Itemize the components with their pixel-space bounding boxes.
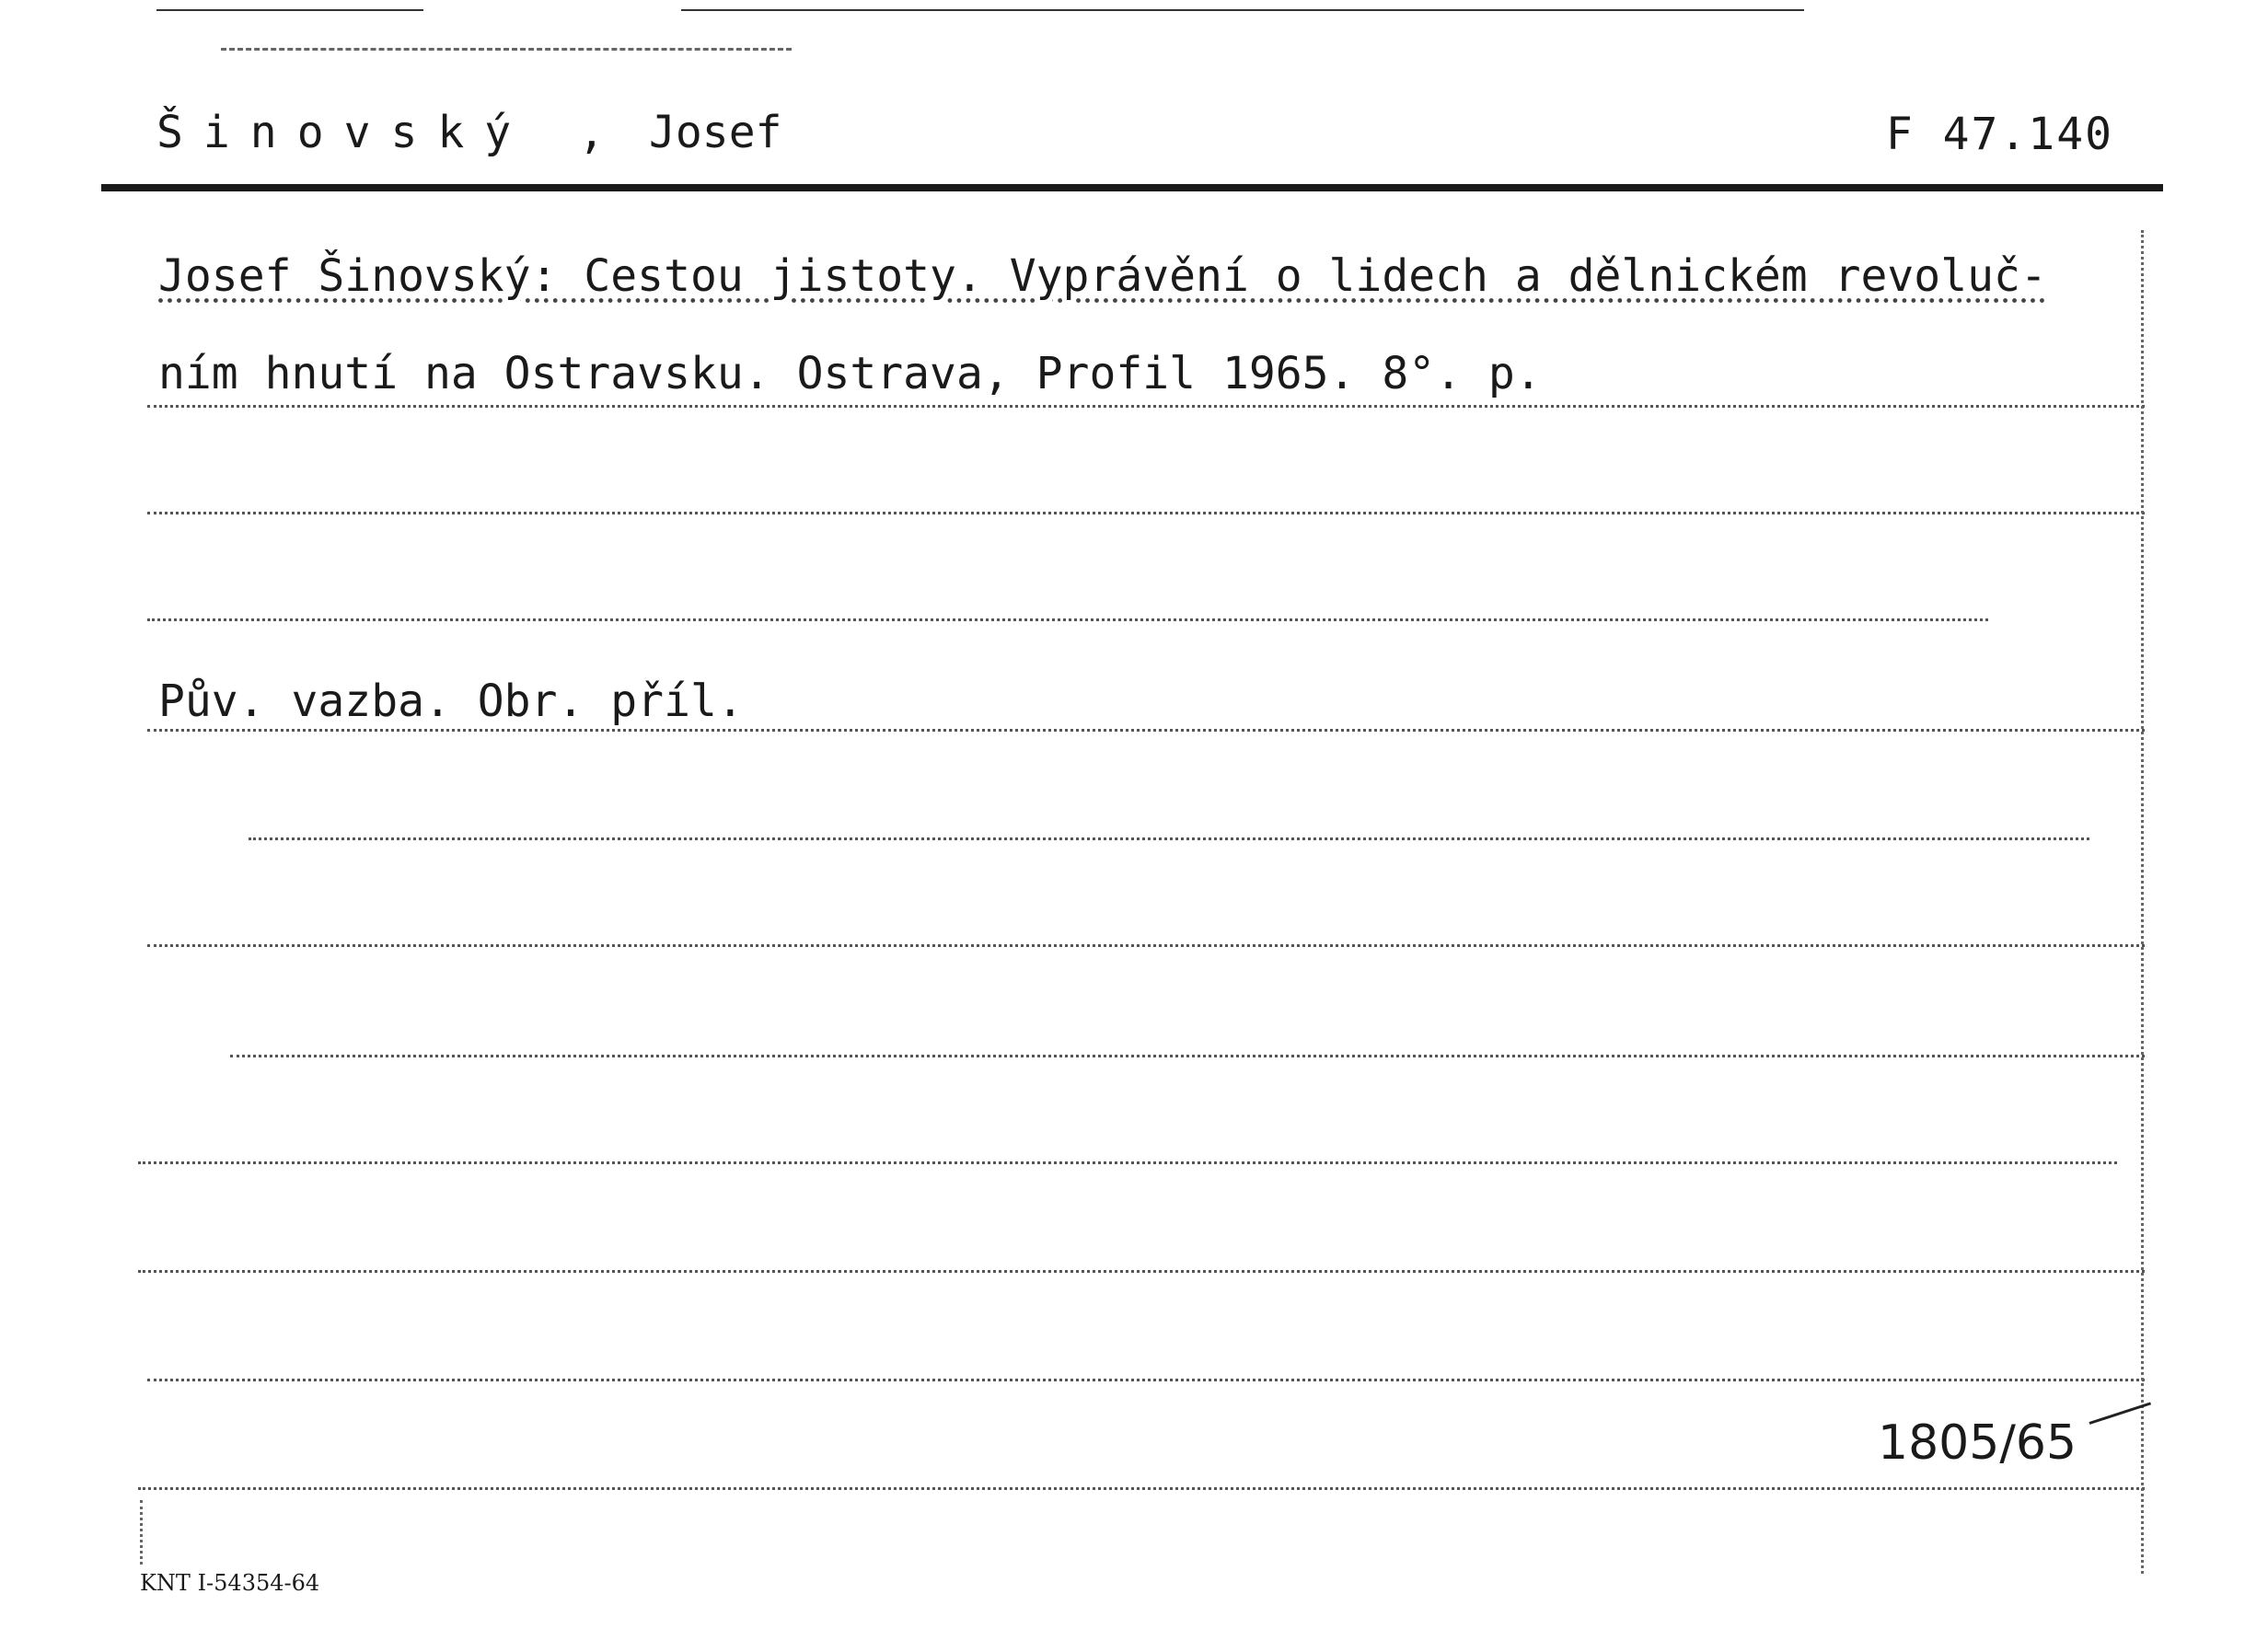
left-margin-rule (140, 1500, 143, 1565)
right-margin-rule (2141, 230, 2144, 1574)
ruled-line (147, 729, 2145, 732)
author-surname: Šinovský , (156, 107, 625, 158)
top-border-line-left (156, 9, 423, 11)
ruled-line (147, 512, 2145, 514)
heading-rule (101, 184, 2163, 191)
ruled-line (147, 1379, 2145, 1381)
shelfmark: F 47.140 (1885, 109, 2113, 160)
ruled-line (147, 618, 1988, 621)
author-first-name: Josef (649, 107, 782, 158)
top-dashed-line (221, 48, 792, 51)
entry-note: Pův. vazba. Obr. příl. (158, 676, 744, 727)
entry-line-2: ním hnutí na Ostravsku. Ostrava, Profil 1965. 8°. p. (158, 348, 1542, 399)
ruled-line (138, 1270, 2145, 1273)
ruled-line (138, 1487, 2145, 1490)
ruled-line (147, 405, 2145, 408)
accession-number: 1805/65 (1878, 1415, 2077, 1471)
ruled-line (138, 1161, 2117, 1164)
card-print-code: KNT I-54354-64 (140, 1570, 320, 1596)
entry-line-1: Josef Šinovský: Cestou jistoty. Vyprávění o lidech a dělnickém revoluč- (158, 250, 2047, 302)
ruled-line (230, 1055, 2145, 1057)
top-border-line-right (681, 9, 1804, 11)
ruled-line (249, 837, 2089, 840)
ruled-line (147, 944, 2145, 947)
